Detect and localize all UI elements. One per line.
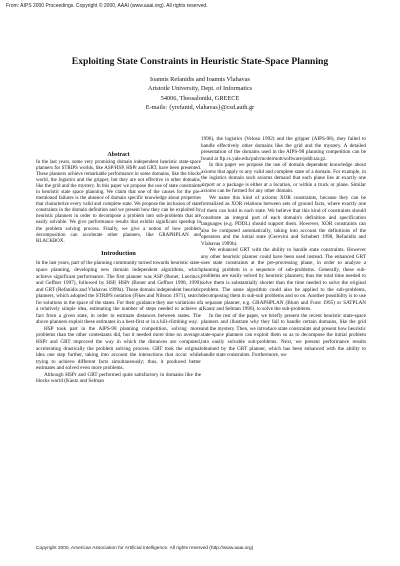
introduction-heading: Introduction <box>101 249 136 257</box>
author-email: E-mails: {yrefanid, vlahavas}@csd.auth.gr <box>145 103 255 111</box>
body-paragraph: We enhanced GRT with the ability to handle state constraints. However any other heuristic planner could have been used instead. The enhanced GRT uses state constraints at the pre-processing phase, in order to analyze a planning problem in a sequence of sub-problems. Generally, these sub-problems are easily solved by heuristic planners; thus the total time needed to solve them is substantially shorter than the time needed to solve the original problem. The same algorithm could also be applied to the sub-problems, decomposing them in sub-sub problems and so on. Another possibility is to use a separate planner, e.g. GRAPHPLAN (Blum and Furst 1995) or SATPLAN (Kautz and Selman 1996), to solve the sub-problems. <box>201 247 366 313</box>
abstract-text: In the last years, some very promising domain independent heuristic state-space planners for STRIPS worlds, like ASP/HSP, HSPr and GRT, have been presented. These planners achieve remarkable performance in some domains, like the blocks world, the logistics and the gripper, but they are not effective in other domains, like the grid and the mystery. In this paper we propose the use of state constraints in heuristic state space planning. We claim that one of the causes for the pre-mentioned failures is the absence of domain specific knowledge about properties that characterize every valid and complete state. We propose the inclusion of state constraints in the domain definition and we present how they can be exploited by heuristic planners in order to decompose a problem into sub-problems that are easily solvable. We give performance results that exhibit significant speedup in the problem solving process. Finally, we give a notion of how problem decomposition can accelerate other planners, like GRAPHPLAN and BLACKBOX. <box>36 159 201 244</box>
introduction-body <box>36 260 201 384</box>
intro-paragraph: In the last years, part of the planning community turned towards heuristic state-space planning, developing new domain independent algorithms, which achieve significant performance. The first planner was ASP (Bonet, Loerincs, and Geffner 1997), followed by HSP, HSPr (Boner and Geffner 1998, 1999) and GRT (Refanidis and Vlahavas 1999a). These domain independent heuristic planners, which adopted the STRIPS notation (Fikes and Nilsson 1971), search for solutions in the space of the states. For their guidance they use variations of a relatively simple idea, estimating the number of steps needed to achieve a fact from a given state, in order to estimate distances between states. The above planners exploit these estimates in a best-first or in a hill-climbing way. <box>36 260 201 326</box>
abstract-heading: Abstract <box>107 152 130 158</box>
body-paragraph: 1996), the logistics (Veloso 1992) and the gripper (AIPS-98), they failed to handle effectively other domains like the grid and the mystery. A detailed presentation of the domains used in the AIPS-98 planning competition can be found at ftp.cs.yale.edu/pub/mcdermott/software/pddl.tar.gz. <box>201 136 366 162</box>
body-paragraph: In this paper we propose the use of domain dependent knowledge about axioms that apply to any valid and complete state of a domain. For example, in the logistics domain such axioms demand that each plane lies at exactly one airport or a package is either at a location, or within a truck or plane. Similar axioms can be formed for any other domain. <box>201 162 366 195</box>
author-block <box>0 75 400 112</box>
paper-title: Exploiting State Constraints in Heuristic State-Space Planning <box>71 56 329 67</box>
intro-paragraph: Although HSPr and GRT performed quite satisfactory in domains like the blocks world (Kautz and Selman <box>36 371 201 385</box>
intro-paragraph: HSP took part in the AIPS-98 planning competition, solving more problems than the other contestants did, but it needed more time on average. HSPr and GRT improved the way in which the distances are computed, accelerating drastically the problem solving process. GRT took the original idea one step further, taking into account the interactions that occur while trying to achieve different facts simultaneously; thus, it produced better estimates and solved even more problems. <box>36 325 201 372</box>
author-address: 54006, Thessaloniki, GREECE <box>160 94 240 102</box>
right-column <box>201 136 366 359</box>
body-paragraph: In the rest of the paper, we briefly present the recent heuristic state-space planners and illustrate why they fail to handle certain domains, like the grid and the mystery. Then, we introduce state constraints and present how heuristic state-space planners can exploit them so as to decompose the initial problem into easily solvable sub-problems. Next, we present performance results obtained by the GRT planner, which has been enhanced with the ability to handle state constraints. Furthermore, we <box>201 312 366 359</box>
left-column <box>36 152 201 385</box>
header-copyright-note: From: AIPS 2000 Proceedings. Copyright © 2000, AAAI (www.aaai.org). All rights reserved. <box>6 3 208 9</box>
author-affiliation: Aristotle University, Dept. of Informatics <box>147 85 253 93</box>
footer-copyright-note: Copyright 2000, American Association for Artificial Intelligence. All rights reserved (http://www.aaai.org) <box>36 546 254 551</box>
body-paragraph: We name this kind of axioms XOR constraints, because they can be formalized as XOR relations between sets of ground facts, where exactly one of them can hold in each state. We believe that this kind of constraints should constitute an integral part of each domain's definition and specification languages (e.g. PDDL) should support them. However, XOR constraints can also be computed automatically, taking into account the definitions of the operators and the initial state (Gerevini and Schubert 1998, Refanidis and Vlahavas 1999b). <box>201 194 366 247</box>
author-names: Ioannis Refanidis and Ioannis Vlahavas <box>150 76 250 83</box>
